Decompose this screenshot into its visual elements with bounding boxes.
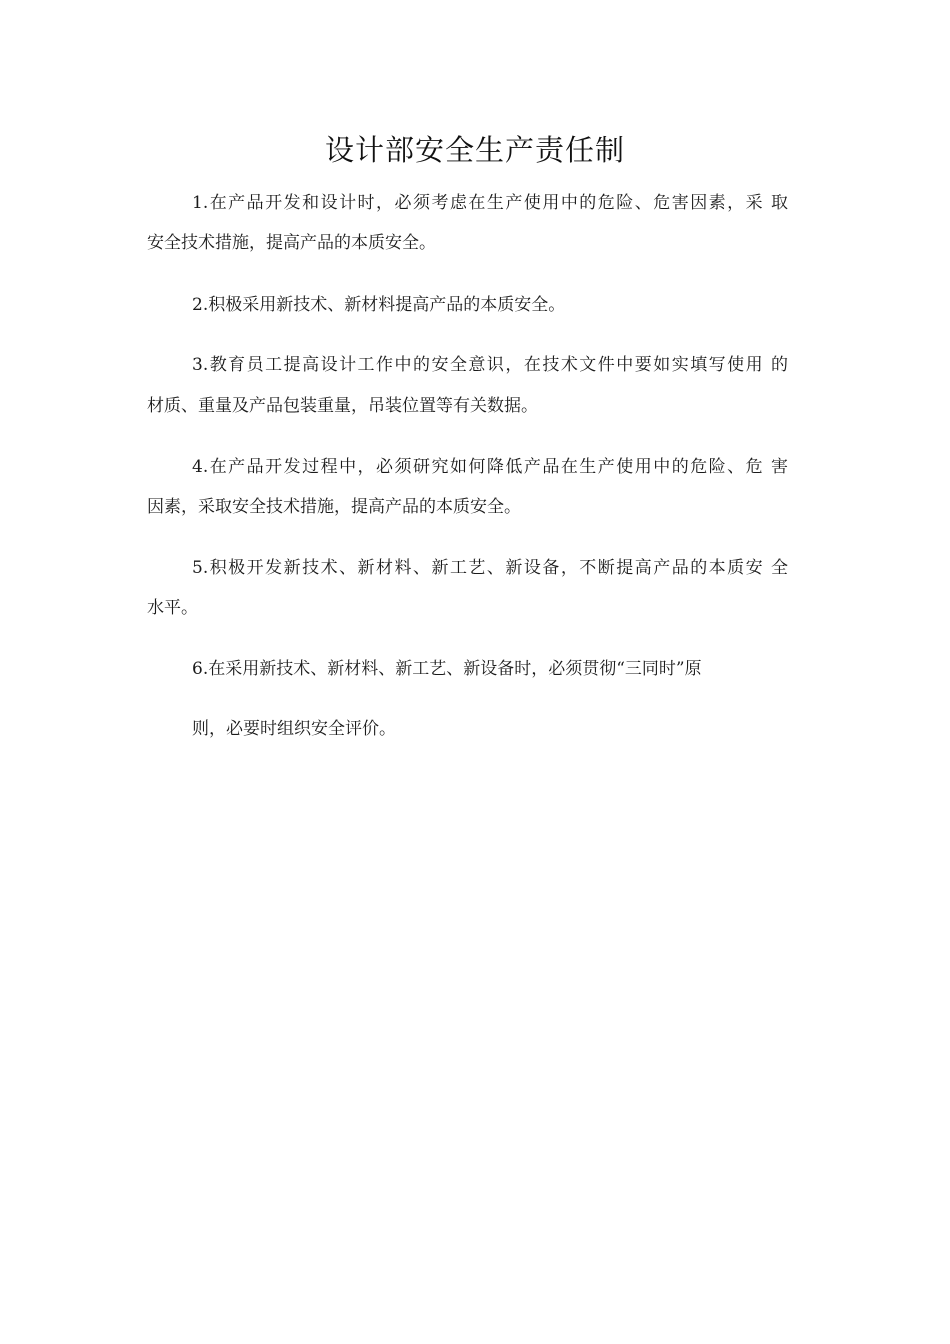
item-3-line-2: 材质、重量及产品包装重量，吊装位置等有关数据。: [147, 396, 538, 416]
document-title: 设计部安全生产责任制: [324, 133, 625, 167]
item-5-line-2: 水平。: [147, 598, 198, 618]
item-4-line-1: 4.在产品开发过程中，必须研究如何降低产品在生产使用中的危险、危 害: [192, 457, 788, 477]
item-3-line-1: 3.教育员工提高设计工作中的安全意识，在技术文件中要如实填写使用 的: [192, 355, 788, 375]
item-1-line-2: 安全技术措施，提高产品的本质安全。: [147, 233, 436, 253]
item-1-line-1: 1.在产品开发和设计时，必须考虑在生产使用中的危险、危害因素，采 取: [192, 193, 788, 213]
item-6-line-1: 6.在采用新技术、新材料、新工艺、新设备时，必须贯彻“三同时”原: [192, 659, 702, 679]
item-5-line-1: 5.积极开发新技术、新材料、新工艺、新设备，不断提高产品的本质安 全: [192, 558, 788, 578]
item-2-line-1: 2.积极采用新技术、新材料提高产品的本质安全。: [192, 295, 566, 315]
item-6-line-2: 则，必要时组织安全评价。: [192, 719, 396, 739]
item-4-line-2: 因素，采取安全技术措施，提高产品的本质安全。: [147, 497, 521, 517]
